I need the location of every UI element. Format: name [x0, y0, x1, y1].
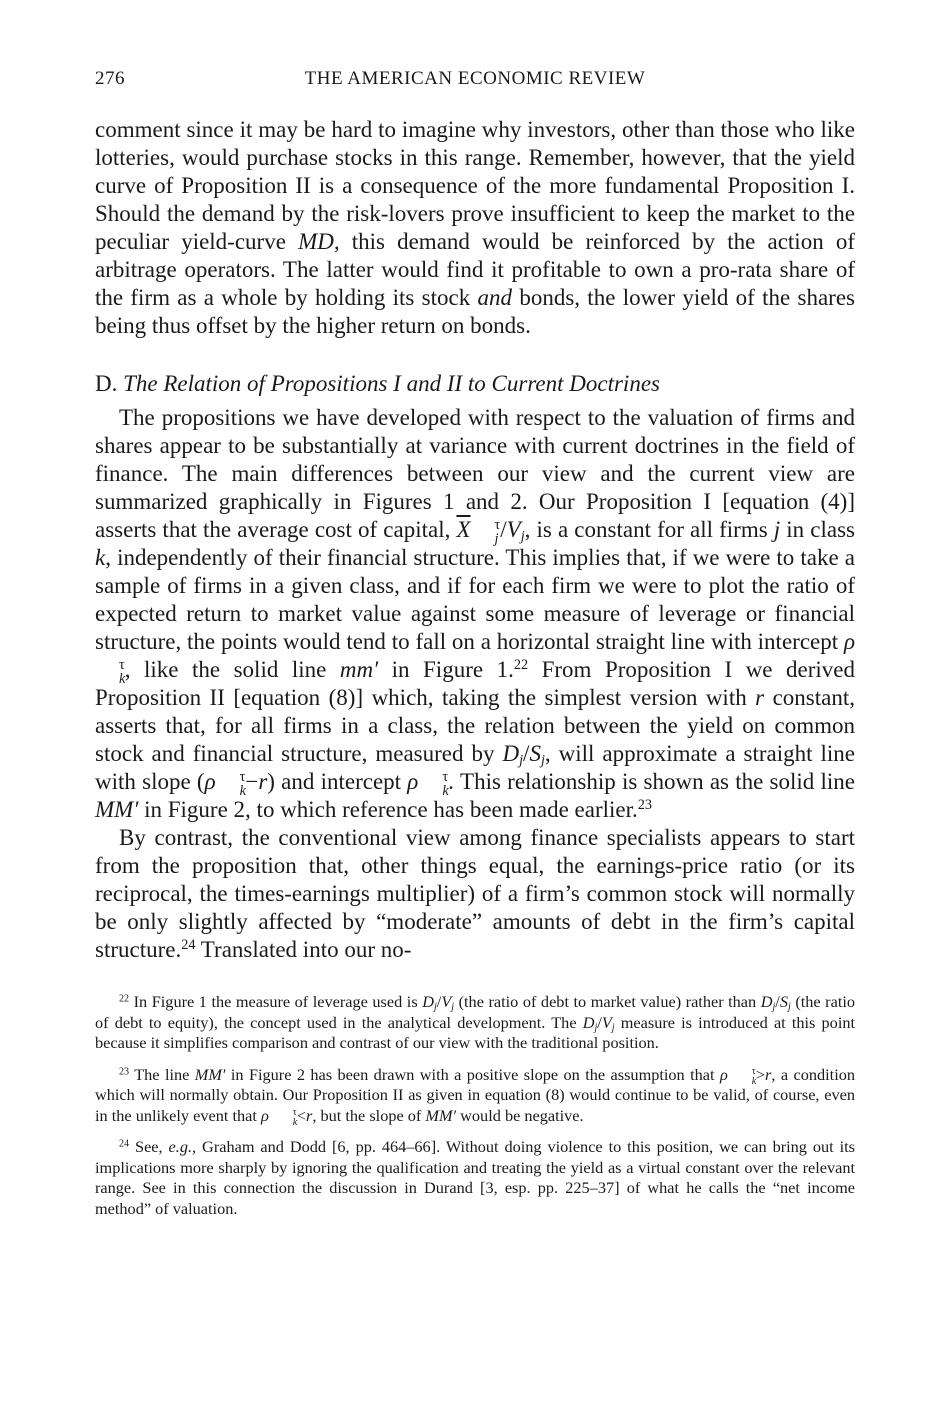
- paragraph-continuation: comment since it may be hard to imagine why investors, other than those who like lotteries, would purchase stocks in this range. Remember, however, that the yield curve of Proposition II is a consequence of the more fundamental Proposition I. Should the demand by the risk-lovers prove insufficient to keep the market to the peculiar yield-curve MD, this demand would be reinforced by the action of arbitrage operators. The latter would find it profitable to own a pro-rata share of the firm as a whole by holding its stock and bonds, the lower yield of the shares being thus offset by the higher return on bonds.: [95, 117, 855, 338]
- footnote-23: $^{23}$ The line MM′ in Figure 2 has been drawn with a positive slope on the assumption that ρ τ k >r, a condition which will normally obtain. Our Proposition II as given in equation (8) would continue to be valid, of course, even in the unlikely event that ρ τ k <r, but the slope of MM′ would be negative.: [95, 1064, 855, 1129]
- paragraph-conventional-view: By contrast, the conventional view among finance specialists appears to start from the proposition that, other things equal, the earnings-price ratio (or its reciprocal, the times-earnings multiplier) of a firm’s common stock will normally be only slightly affected by “moderate” amounts of debt in the firm’s capital structure.$^{24}$ Translated into our no-: [95, 825, 855, 962]
- section-label: D.: [95, 371, 118, 396]
- body-text: [95, 116, 855, 964]
- footnotes: [95, 992, 855, 1219]
- footnote-22: $^{22}$ In Figure 1 the measure of leverage used is $D_j/V_j$ (the ratio of debt to market value) rather than $D_j/S_j$ (the ratio of debt to equity), the concept used in the analytical development. The $D_j/V_j$ measure is introduced at this point because it simplifies comparison and contrast of our view with the traditional position.: [95, 992, 856, 1052]
- paragraph-propositions: The propositions we have developed with respect to the valuation of firms and shares appear to be substantially at variance with current doctrines in the field of finance. The main differences between our view and the current view are summarized graphically in Figures 1 and 2. Our Proposition I [equation (4)] asserts that the average cost of capital, $\overline{X}$ τ j $/V_j$, is a constant for all firms j in class k, independently of their financial structure. This implies that, if we were to take a sample of firms in a given class, and if for each firm we were to plot the ratio of expected return to market value against some measure of leverage or financial structure, the points would tend to fall on a horizontal straight line with intercept ρτ k , like the solid line mm′ in Figure 1.22 From Proposition I we derived Proposition II [equation (8)] which, taking the simplest version with r constant, asserts that, for all firms in a class, the relation between the yield on common stock and financial structure, measured by $D_j/S_j$, will approximate a straight line with slope (ρ τ k −r) and intercept ρ τ k . This relationship is shown as the solid line MM′ in Figure 2, to which reference has been made earlier.$^{23}$: [95, 405, 856, 822]
- section-heading: [95, 370, 855, 398]
- journal-title: THE AMERICAN ECONOMIC REVIEW: [304, 68, 646, 89]
- section-title: The Relation of Propositions I and II to Current Doctrines: [123, 371, 660, 396]
- page: [95, 62, 855, 1230]
- footnote-ref-24: 24: [181, 937, 196, 954]
- page-number: 276: [95, 68, 125, 89]
- footnote-ref-23: 23: [637, 797, 653, 814]
- footnote-ref-22: 22: [513, 657, 529, 674]
- running-header: [95, 62, 855, 96]
- footnote-24: $^{24}$ See, e.g., Graham and Dodd [6, pp. 464–66]. Without doing violence to this position, we can bring out its implications more sharply by ignoring the qualification and treating the yield as a virtual constant over the relevant range. See in this connection the discussion in Durand [3, esp. pp. 225–37] of what he calls the “net income method” of valuation.: [95, 1137, 855, 1218]
